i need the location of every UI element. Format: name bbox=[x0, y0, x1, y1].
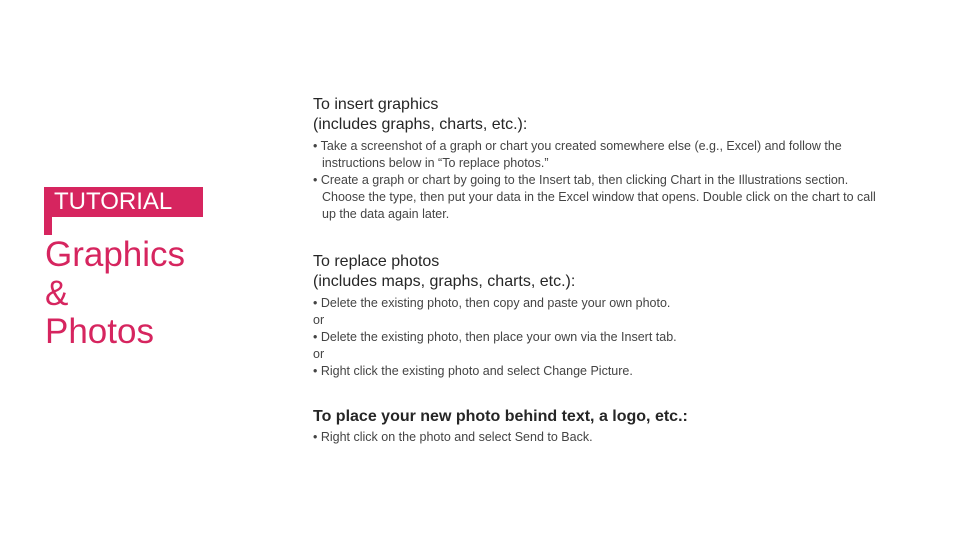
heading-line: To replace photos bbox=[313, 253, 440, 270]
title-line: & bbox=[45, 273, 69, 313]
instruction-line: • Create a graph or chart by going to the Insert tab, then clicking Chart in the Illustrations section. Choose the type, then put your data in the Excel window that opens. Double click on the chart to call up the data again later. bbox=[313, 173, 876, 221]
heading-line: To place your new photo behind text, a logo, etc.: bbox=[313, 408, 688, 425]
tutorial-badge: TUTORIAL bbox=[44, 187, 203, 217]
section-heading bbox=[313, 252, 677, 291]
instruction-line: • Delete the existing photo, then place your own via the Insert tab. bbox=[313, 330, 677, 344]
section-send-to-back bbox=[313, 407, 688, 446]
instruction-line: • Delete the existing photo, then copy and paste your own photo. bbox=[313, 296, 671, 310]
section-heading bbox=[313, 95, 893, 134]
section-insert-graphics bbox=[313, 95, 893, 223]
instruction-line: • Take a screenshot of a graph or chart you created somewhere else (e.g., Excel) and follow the instructions below in “To replace photos.” bbox=[313, 139, 842, 170]
instruction-line: or bbox=[313, 313, 325, 327]
instruction-line: or bbox=[313, 347, 325, 361]
instruction-line: • Right click the existing photo and select Change Picture. bbox=[313, 364, 633, 378]
instruction-line: • Right click on the photo and select Send to Back. bbox=[313, 429, 593, 444]
section-heading bbox=[313, 407, 688, 427]
tutorial-badge-accent bbox=[44, 217, 52, 235]
section-body bbox=[313, 138, 893, 223]
heading-line: To insert graphics bbox=[313, 96, 439, 113]
page-title bbox=[45, 236, 225, 352]
section-replace-photos bbox=[313, 252, 677, 380]
title-line: Photos bbox=[45, 312, 154, 351]
section-body bbox=[313, 429, 688, 446]
heading-line: (includes graphs, charts, etc.): bbox=[313, 115, 528, 133]
section-body bbox=[313, 295, 677, 380]
heading-line: (includes maps, graphs, charts, etc.): bbox=[313, 272, 576, 290]
title-line: Graphics bbox=[45, 235, 186, 274]
